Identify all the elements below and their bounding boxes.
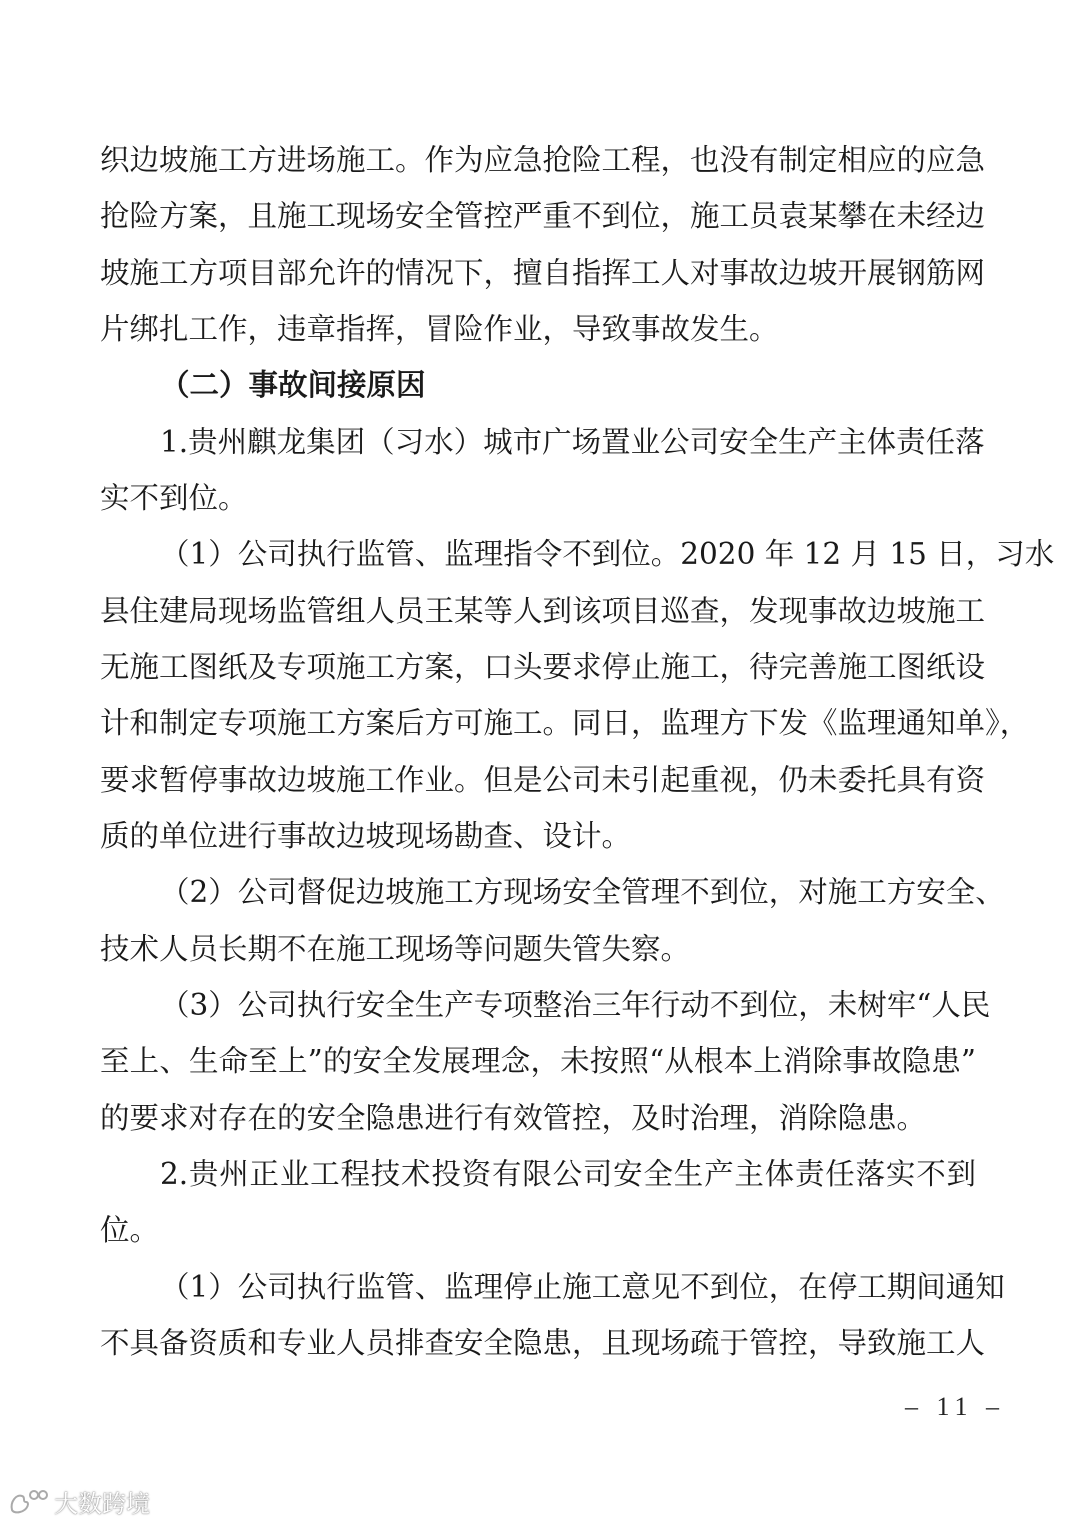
text-line: 要求暂停事故边坡施工作业。但是公司未引起重视，仍未委托具有资 (100, 762, 986, 797)
text-line: 技术人员长期不在施工现场等问题失管失察。 (100, 931, 691, 966)
weibo-logo-icon (8, 1488, 48, 1516)
watermark-text: 大数跨境 (54, 1490, 150, 1518)
document-body (100, 132, 1055, 1371)
text-line: 片绑扎工作，违章指挥，冒险作业，导致事故发生。 (100, 311, 779, 346)
text-line: 无施工图纸及专项施工方案，口头要求停止施工，待完善施工图纸设 (100, 649, 986, 684)
text-line: （1）公司执行监管、监理指令不到位。2020 年 12 月 15 日，习水 (160, 537, 1055, 572)
watermark (8, 1484, 150, 1519)
section-heading: （二）事故间接原因 (160, 367, 426, 403)
text-line: 实不到位。 (100, 480, 248, 515)
text-line: （1）公司执行监管、监理停止施工意见不到位，在停工期间通知 (160, 1269, 1005, 1304)
text-line: 抢险方案，且施工现场安全管控严重不到位，施工员袁某攀在未经边 (100, 199, 986, 234)
text-line: 织边坡施工方进场施工。作为应急抢险工程，也没有制定相应的应急 (100, 143, 986, 177)
text-line: 1.贵州麒龙集团（习水）城市广场置业公司安全生产主体责任落 (160, 424, 985, 459)
text-line: 质的单位进行事故边坡现场勘查、设计。 (100, 818, 632, 853)
text-line: 不具备资质和专业人员排查安全隐患，且现场疏于管控，导致施工人 (100, 1325, 986, 1360)
text-line: （3）公司执行安全生产专项整治三年行动不到位，未树牢“人民 (160, 987, 991, 1022)
text-line: （2）公司督促边坡施工方现场安全管理不到位，对施工方安全、 (160, 875, 1005, 910)
text-line: 2.贵州正业工程技术投资有限公司安全生产主体责任落实不到 (160, 1156, 976, 1191)
text-line: 坡施工方项目部允许的情况下，擅自指挥工人对事故边坡开展钢筋网 (100, 255, 986, 290)
text-line: 计和制定专项施工方案后方可施工。同日，监理方下发《监理通知单》， (100, 706, 1030, 741)
page-number: – 11 – (905, 1392, 1006, 1421)
text-line: 县住建局现场监管组人员王某等人到该项目巡查，发现事故边坡施工 (100, 593, 986, 628)
text-line: 位。 (100, 1213, 160, 1248)
text-line: 的要求对存在的安全隐患进行有效管控，及时治理，消除隐患。 (100, 1100, 927, 1135)
text-line: 至上、生命至上”的安全发展理念，未按照“从根本上消除事故隐患” (100, 1044, 976, 1079)
